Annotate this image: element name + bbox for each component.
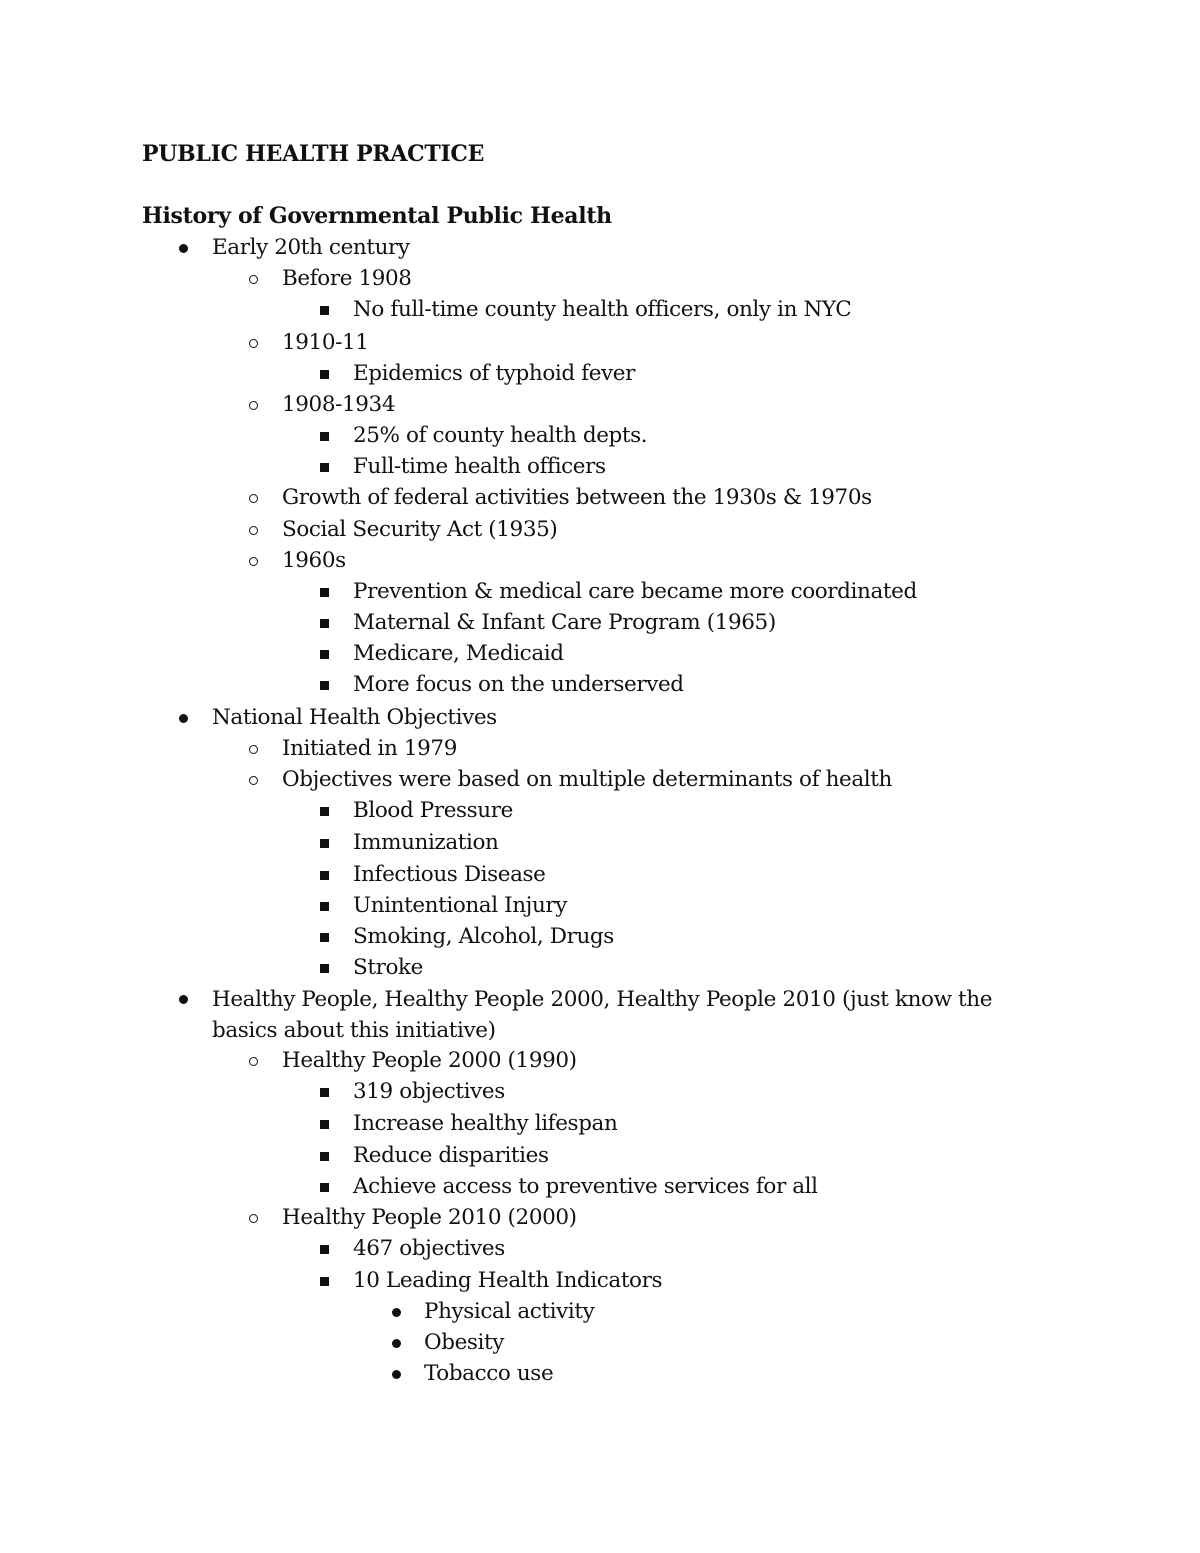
square-bullet-icon bbox=[320, 1183, 329, 1192]
square-bullet-icon bbox=[320, 933, 329, 942]
hollow-bullet-icon bbox=[249, 401, 258, 410]
list-item: Medicare, Medicaid bbox=[353, 641, 564, 666]
filled-bullet-icon bbox=[179, 244, 188, 253]
list-item: 1908-1934 bbox=[282, 392, 396, 417]
list-item: Reduce disparities bbox=[353, 1143, 549, 1168]
square-bullet-icon bbox=[320, 1088, 329, 1097]
square-bullet-icon bbox=[320, 432, 329, 441]
list-item: 467 objectives bbox=[353, 1236, 505, 1261]
list-item: Objectives were based on multiple determinants of health bbox=[282, 767, 892, 792]
list-item: Maternal & Infant Care Program (1965) bbox=[353, 610, 776, 635]
square-bullet-icon bbox=[320, 964, 329, 973]
square-bullet-icon bbox=[320, 839, 329, 848]
list-item: 10 Leading Health Indicators bbox=[353, 1268, 663, 1293]
list-item: Healthy People, Healthy People 2000, Healthy People 2010 (just know the basics about this initiative) bbox=[212, 987, 993, 1043]
document-title: PUBLIC HEALTH PRACTICE bbox=[142, 141, 485, 167]
list-item: Smoking, Alcohol, Drugs bbox=[353, 924, 614, 949]
list-item: Unintentional Injury bbox=[353, 893, 568, 918]
list-item: Achieve access to preventive services for all bbox=[353, 1174, 818, 1199]
hollow-bullet-icon bbox=[249, 1057, 258, 1066]
list-item: No full-time county health officers, only in NYC bbox=[353, 297, 852, 322]
hollow-bullet-icon bbox=[249, 526, 258, 535]
list-item: Prevention & medical care became more coordinated bbox=[353, 579, 917, 604]
list-item: National Health Objectives bbox=[212, 705, 497, 730]
square-bullet-icon bbox=[320, 588, 329, 597]
square-bullet-icon bbox=[320, 1277, 329, 1286]
hollow-bullet-icon bbox=[249, 557, 258, 566]
list-item: Initiated in 1979 bbox=[282, 736, 457, 761]
square-bullet-icon bbox=[320, 306, 329, 315]
section-heading: History of Governmental Public Health bbox=[142, 203, 612, 229]
list-item: Healthy People 2000 (1990) bbox=[282, 1048, 577, 1073]
list-item: Obesity bbox=[424, 1330, 505, 1355]
square-bullet-icon bbox=[320, 807, 329, 816]
hollow-bullet-icon bbox=[249, 339, 258, 348]
square-bullet-icon bbox=[320, 1245, 329, 1254]
list-item: Tobacco use bbox=[424, 1361, 554, 1386]
list-item: More focus on the underserved bbox=[353, 672, 684, 697]
list-item: 25% of county health depts. bbox=[353, 423, 648, 448]
square-bullet-icon bbox=[320, 650, 329, 659]
hollow-bullet-icon bbox=[249, 745, 258, 754]
list-item: Early 20th century bbox=[212, 235, 410, 260]
hollow-bullet-icon bbox=[249, 275, 258, 284]
list-item: Blood Pressure bbox=[353, 798, 513, 823]
list-item: Stroke bbox=[353, 955, 423, 980]
filled-bullet-icon bbox=[392, 1308, 401, 1317]
list-item: Social Security Act (1935) bbox=[282, 517, 558, 542]
square-bullet-icon bbox=[320, 681, 329, 690]
filled-bullet-icon bbox=[179, 714, 188, 723]
list-item: 1910-11 bbox=[282, 330, 369, 355]
square-bullet-icon bbox=[320, 1120, 329, 1129]
list-item: Full-time health officers bbox=[353, 454, 606, 479]
list-item: Healthy People 2010 (2000) bbox=[282, 1205, 577, 1230]
list-item: Infectious Disease bbox=[353, 862, 546, 887]
square-bullet-icon bbox=[320, 1152, 329, 1161]
square-bullet-icon bbox=[320, 370, 329, 379]
list-item: Before 1908 bbox=[282, 266, 412, 291]
list-item: Growth of federal activities between the 1930s & 1970s bbox=[282, 485, 872, 510]
square-bullet-icon bbox=[320, 463, 329, 472]
hollow-bullet-icon bbox=[249, 1214, 258, 1223]
list-item: 319 objectives bbox=[353, 1079, 505, 1104]
filled-bullet-icon bbox=[179, 995, 188, 1004]
square-bullet-icon bbox=[320, 619, 329, 628]
hollow-bullet-icon bbox=[249, 494, 258, 503]
filled-bullet-icon bbox=[392, 1370, 401, 1379]
square-bullet-icon bbox=[320, 902, 329, 911]
list-item: Increase healthy lifespan bbox=[353, 1111, 618, 1136]
filled-bullet-icon bbox=[392, 1339, 401, 1348]
hollow-bullet-icon bbox=[249, 776, 258, 785]
list-item: Immunization bbox=[353, 830, 499, 855]
list-item: 1960s bbox=[282, 548, 346, 573]
square-bullet-icon bbox=[320, 871, 329, 880]
list-item: Physical activity bbox=[424, 1299, 595, 1324]
list-item: Epidemics of typhoid fever bbox=[353, 361, 635, 386]
